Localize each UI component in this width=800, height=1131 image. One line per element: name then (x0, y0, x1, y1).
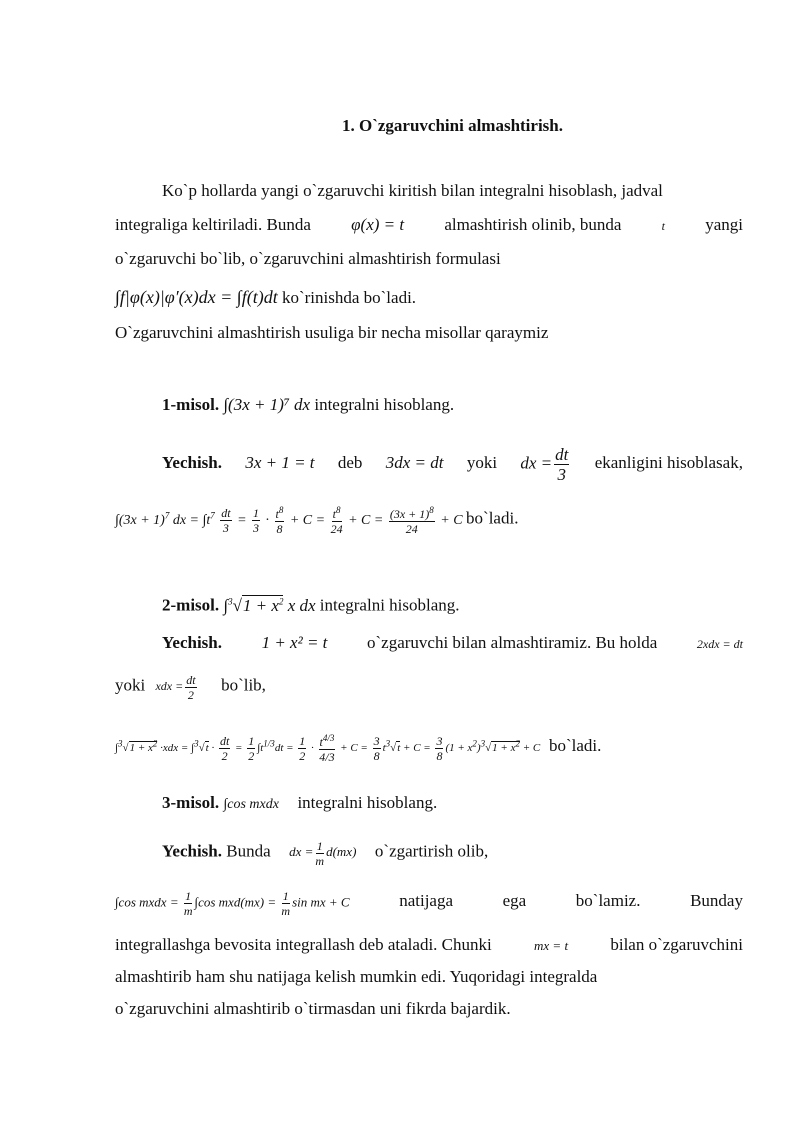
ex3-solution-line: Yechish. Bunda dx = $\frac{1}{m}$ d(mx) o`zgartirish olib, (162, 839, 489, 868)
ex1-result-line: $\int(3x + 1)^7$ dx = $\int t^7$ $\frac{dt}{3}$ = $\frac{1}{3}$ · $\frac{t^8}{8}$ + C = $\frac{t^8}{24}$ + C = $\frac{(3x + 1)^8}{24}$ + C bo`ladi. (115, 504, 519, 536)
ex1-header: 1-misol. ∫(3x + 1)⁷ dx integralni hisoblang. (162, 395, 455, 414)
ex3-result-line: ∫cos mxdx = $\frac{1}{m}$ ∫cos mxd(mx) = $\frac{1}{m}$ sin mx + C natijaga ega bo`lamiz. Bunday (115, 889, 743, 918)
ex2-label: 2-misol. (162, 595, 220, 615)
ex3-header: 3-misol. ∫cos mxdx integralni hisoblang. (162, 793, 438, 812)
formula-phi: φ(x) = t (351, 215, 405, 234)
ex1-dx-formula: dx = $\frac{dt}{3}$ (520, 445, 569, 484)
intro-line-3: o`zgaruvchi bo`lib, o`zgaruvchini almashtirish formulasi (115, 249, 501, 268)
intro-line-1: Ko`p hollarda yangi o`zgaruvchi kiritish bilan integralni hisoblash, jadval (162, 181, 663, 200)
ex2-integral: $\int^3√1 + x^2$ x dx (223, 595, 316, 615)
ex2-line-2: yoki xdx = $\frac{dt}{2}$ bo`lib, (115, 673, 266, 702)
ex2-xdx-formula: xdx = $\frac{dt}{2}$ (155, 673, 196, 702)
ex3-line-3: integrallashga bevosita integrallash deb ataladi. Chunki mx = t bilan o`zgaruvchini (115, 935, 743, 954)
substitution-formula: ∫f|φ(x)|φ′(x)dx = ∫f(t)dt (115, 287, 278, 307)
ex1-result-formula: $\int(3x + 1)^7$ dx = $\int t^7$ $\frac{dt}{3}$ = $\frac{1}{3}$ · $\frac{t^8}{8}$ + C = $\frac{t^8}{24}$ + C = $\frac{(3x + 1)^8}{24}$ + C (115, 504, 463, 536)
ex3-line-4: almashtirib ham shu natijaga kelish mumkin edi. Yuqoridagi integralda (115, 967, 598, 986)
ex3-integral: ∫cos mxdx (223, 797, 279, 812)
formula-t: t (661, 219, 665, 233)
intro-line-5: O`zgaruvchini almashtirish usuliga bir necha misollar qaraymiz (115, 323, 549, 342)
ex1-integral: ∫(3x + 1)⁷ dx (223, 395, 311, 414)
ex1-label: 1-misol. (162, 395, 220, 414)
ex2-header: 2-misol. $\int^3√1 + x^2$ x dx integralni hisoblang. (162, 595, 460, 615)
ex3-label: 3-misol. (162, 793, 220, 812)
intro-line-4: ∫f|φ(x)|φ′(x)dx = ∫f(t)dt ko`rinishda bo`ladi. (115, 287, 417, 307)
ex3-line-5: o`zgaruvchini almashtirib o`tirmasdan uni fikrda bajardik. (115, 999, 511, 1018)
ex3-dx-formula: dx = $\frac{1}{m}$ d(mx) (289, 839, 357, 868)
section-title: 1. O`zgaruvchini almashtirish. (341, 116, 563, 135)
ex2-result-formula: $\int^3√1 + x^2 \cdot xdx = \int^3√t$ · $\frac{dt}{2}$ = $\frac{1}{2}$ $\int t^{1/3}dt$ = $\frac{1}{2}$ · $\frac{t^{4/3}}{4/3}$ + C = $\frac{3}{8}$ $t^3√t + C$ = $\frac{3}{8}$ $(1 + x^2)^3√1 + x^2 + C$ (115, 732, 541, 764)
ex2-result-line: $\int^3√1 + x^2 \cdot xdx = \int^3√t$ · $\frac{dt}{2}$ = $\frac{1}{2}$ $\int t^{1/3}dt$ = $\frac{1}{2}$ · $\frac{t^{4/3}}{4/3}$ + C = $\frac{3}{8}$ $t^3√t + C$ = $\frac{3}{8}$ $(1 + x^2)^3√1 + x^2 + C$ bo`ladi. (115, 732, 602, 764)
ex3-result-formula: ∫cos mxdx = $\frac{1}{m}$ ∫cos mxd(mx) = $\frac{1}{m}$ sin mx + C (115, 889, 350, 918)
ex1-solution-line: Yechish. 3x + 1 = t deb 3dx = dt yoki dx = $\frac{dt}{3}$ ekanligini hisoblasak, (162, 445, 743, 484)
intro-line-2: integraliga keltiriladi. Bunda φ(x) = t almashtirish olinib, bunda t yangi (115, 214, 743, 237)
ex2-solution-line: Yechish. 1 + x² = t o`zgaruvchi bilan almashtiramiz. Bu holda 2xdx = dt (162, 633, 743, 652)
